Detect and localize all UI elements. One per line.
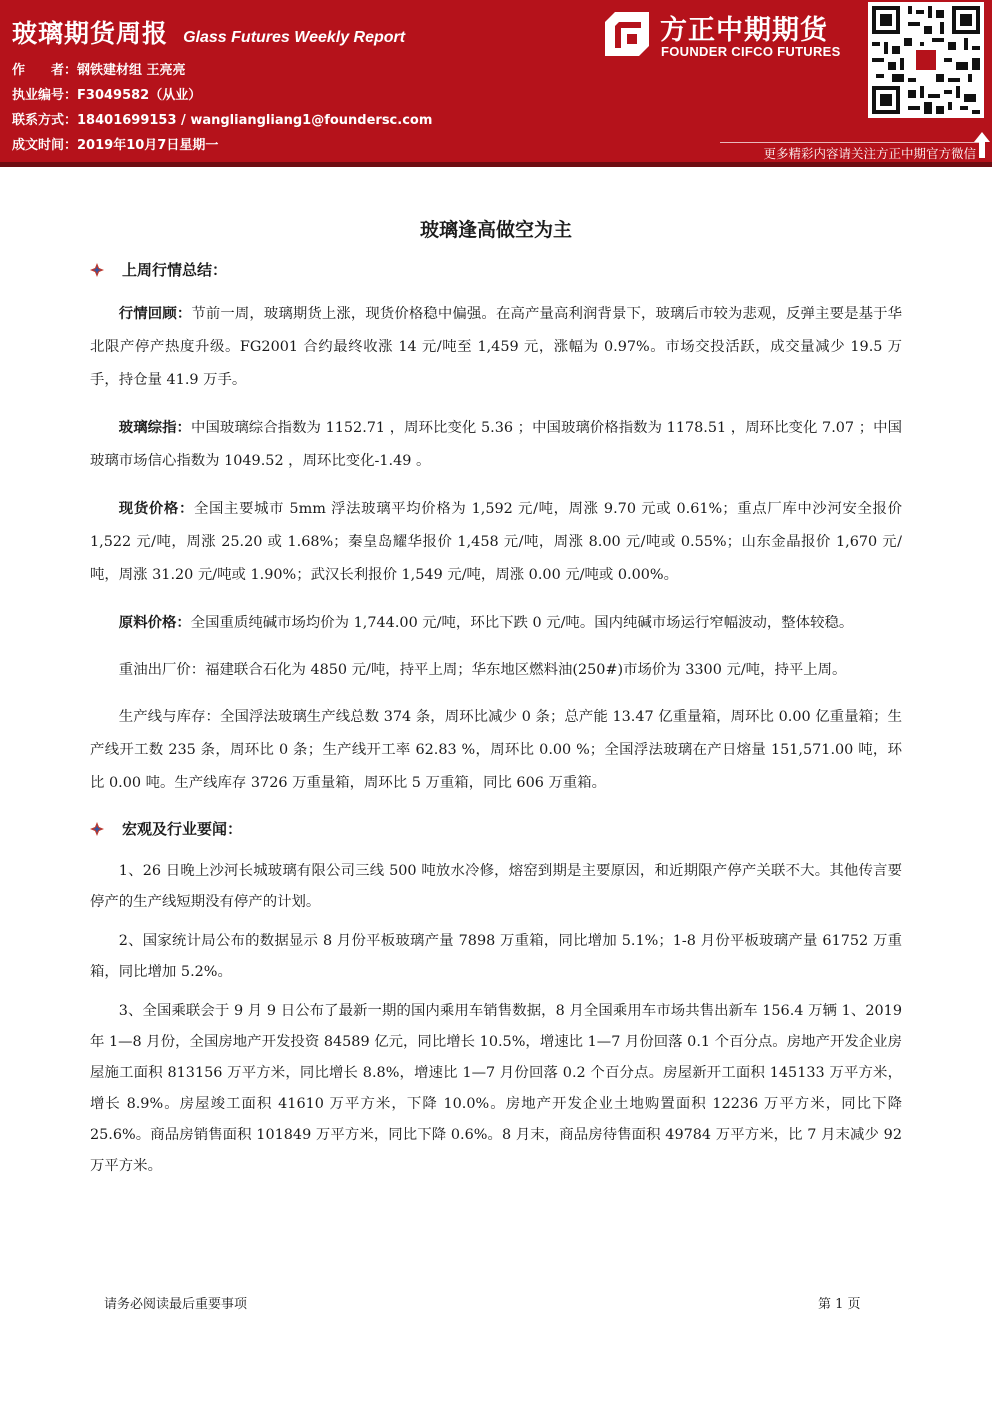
section-heading-summary <box>90 255 902 285</box>
header-divider <box>720 142 982 143</box>
paragraph-label: 行情回顾： <box>118 305 192 322</box>
meta-value: 18401699153 / wangliangliang1@foundersc.com <box>77 113 433 128</box>
paragraph-label: 现货价格： <box>118 500 194 517</box>
document-title: 玻璃逢高做空为主 <box>419 219 572 241</box>
meta-label: 作 者： <box>12 63 78 78</box>
meta-value: F3049582（从业） <box>77 88 202 103</box>
news-item: 2、国家统计局公布的数据显示 8 月份平板玻璃产量 7898 万重箱，同比增加 5.1%；1-8 月份平板玻璃产量 61752 万重箱，同比增加 5.2%。 <box>90 933 902 980</box>
section-heading-text: 宏观及行业要闻： <box>122 820 243 838</box>
paragraph-text: 节前一周，玻璃期货上涨，现货价格稳中偏强。在高产量高利润背景下，玻璃后市较为悲观，反弹主要是基于华北限产停产热度升级。FG2001 合约最终收涨 14 元/吨至 1,459 元，涨幅为 0.97%。市场交投活跃，成交量减少 19.5 万手，持仓量 41.9 万手。 <box>90 306 902 388</box>
paragraph-market-review <box>90 297 902 397</box>
paragraph-production-inventory <box>90 701 902 800</box>
meta-contact <box>12 108 572 133</box>
section-bullet-icon <box>90 822 104 836</box>
meta-value: 钢铁建材组 王亮亮 <box>77 63 186 78</box>
report-title <box>12 14 405 50</box>
section-heading-news <box>90 814 902 844</box>
paragraph-label: 原料价格： <box>118 614 191 631</box>
report-body <box>90 255 902 1190</box>
page-number: 第 1 页 <box>818 1297 861 1312</box>
paragraph-text: 生产线与库存：全国浮法玻璃生产线总数 374 条，周环比减少 0 条；总产能 13.47 亿重量箱，周环比 0.00 亿重量箱；生产线开工数 235 条，周环比 0 条；生产线开工率 62.83 %，周环比 0.00 %；全国浮法玻璃在产日熔量 151,571.00 吨，环比 0.00 吨。生产线库存 3726 万重量箱，周环比 5 万重箱，同比 606 万重箱。 <box>90 709 902 791</box>
section-bullet-icon <box>90 263 104 277</box>
paragraph-text: 全国主要城市 5mm 浮法玻璃平均价格为 1,592 元/吨，周涨 9.70 元或 0.61%；重点厂库中沙河安全报价 1,522 元/吨，周涨 25.20 或 1.68%；秦皇岛耀华报价 1,458 元/吨，周涨 8.00 元/吨或 0.55%；山东金晶报价 1,670 元/吨，周涨 31.20 元/吨或 1.90%；武汉长利报价 1,549 元/吨，周涨 0.00 元/吨或 0.00%。 <box>90 501 902 583</box>
report-title-en: Glass Futures Weekly Report <box>183 29 406 46</box>
author-meta <box>12 58 572 158</box>
header-bottom-band <box>0 162 992 167</box>
paragraph-text: 中国玻璃综合指数为 1152.71 ，周环比变化 5.36 ；中国玻璃价格指数为 1178.51 ，周环比变化 7.07 ；中国玻璃市场信心指数为 1049.52 ，周环比变化-1.49 。 <box>90 420 902 469</box>
footer-notice: 请务必阅读最后重要事项 <box>104 1297 248 1312</box>
report-title-cn: 玻璃期货周报 <box>12 19 169 48</box>
meta-label: 成文时间： <box>12 138 78 153</box>
meta-value: 2019年10月7日星期一 <box>77 138 219 153</box>
paragraph-text: 重油出厂价：福建联合石化为 4850 元/吨，持平上周；华东地区燃料油(250#)市场价为 3300 元/吨，持平上周。 <box>118 662 847 678</box>
paragraph-glass-index <box>90 411 902 478</box>
paragraph-heavy-oil <box>90 654 902 687</box>
logo-name-cn: 方正中期期货 <box>660 15 828 46</box>
report-header <box>0 0 992 162</box>
meta-label: 联系方式： <box>12 113 78 128</box>
meta-date <box>12 133 572 158</box>
meta-license <box>12 83 572 108</box>
founder-logo-icon <box>605 12 649 56</box>
logo-name-en: FOUNDER CIFCO FUTURES <box>661 44 841 59</box>
section-heading-text: 上周行情总结： <box>122 261 228 279</box>
paragraph-raw-material <box>90 606 902 640</box>
qr-code-icon <box>868 2 984 118</box>
paragraph-spot-price <box>90 492 902 592</box>
arrow-up-icon <box>974 132 990 158</box>
company-logo <box>605 8 860 64</box>
follow-wechat-text: 更多精彩内容请关注方正中期官方微信 <box>763 146 976 161</box>
news-item: 1、26 日晚上沙河长城玻璃有限公司三线 500 吨放水冷修，熔窑到期是主要原因，和近期限产停产关联不大。其他传言要停产的生产线短期没有停产的计划。 <box>90 863 902 910</box>
news-item: 3、全国乘联会于 9 月 9 日公布了最新一期的国内乘用车销售数据，8 月全国乘用车市场共售出新车 156.4 万辆 1、2019 年 1—8 月份，全国房地产开发投资 84589 亿元，同比增长 10.5%，增速比 1—7 月份回落 0.1 个百分点。房地产开发企业房屋施工面积 813156 万平方米，同比增长 8.8%，增速比 1—7 月份回落 0.2 个百分点。房屋新开工面积 145133 万平方米，增长 8.9%。房屋竣工面积 41610 万平方米，下降 10.0%。房地产开发企业土地购置面积 12236 万平方米，同比下降 25.6%。商品房销售面积 101849 万平方米，同比下降 0.6%。8 月末，商品房待售面积 49784 万平方米，比 7 月末减少 92 万平方米。 <box>90 1003 902 1174</box>
paragraph-text: 全国重质纯碱市场均价为 1,744.00 元/吨，环比下跌 0 元/吨。国内纯碱市场运行窄幅波动，整体较稳。 <box>190 615 854 631</box>
paragraph-label: 玻璃综指： <box>118 419 191 436</box>
meta-label: 执业编号： <box>12 88 78 103</box>
meta-author <box>12 58 572 83</box>
